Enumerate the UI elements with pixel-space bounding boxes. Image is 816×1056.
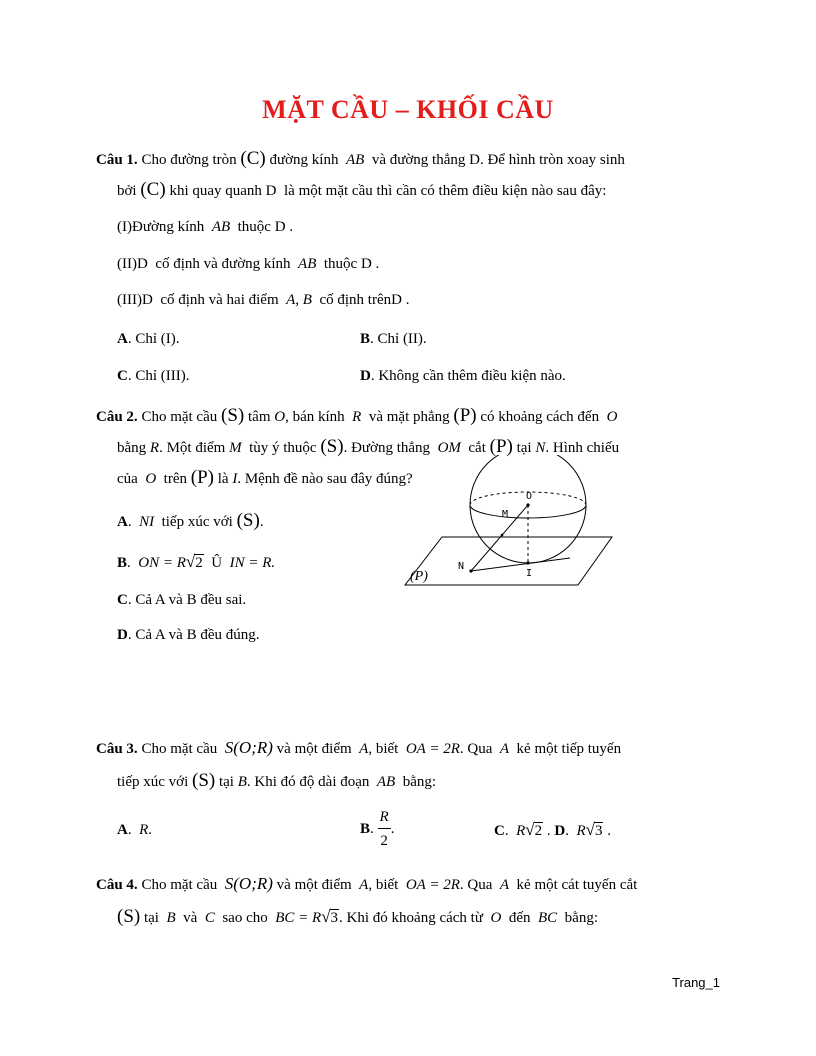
point-i: [526, 561, 529, 564]
q2-label: Câu 2.: [96, 409, 138, 425]
q1-line2: bởi (C) khi quay quanh D là một mặt cầu thì cần có thêm điều kiện nào sau đây:: [117, 179, 607, 200]
q1-option-a[interactable]: A. Chỉ (I).: [117, 331, 180, 347]
q2-option-a[interactable]: A. NI tiếp xúc với (S).: [117, 510, 264, 531]
q2-line2: bằng R. Một điểm M tùy ý thuộc (S). Đường thẳng OM cắt (P) tại N. Hình chiếu: [117, 436, 620, 457]
q3-label: Câu 3.: [96, 741, 138, 757]
point-m: [501, 534, 504, 537]
q1-condition-2: (II)D cố định và đường kính AB thuộc D .: [117, 256, 380, 272]
q1-option-c[interactable]: C. Chỉ (III).: [117, 368, 190, 384]
q2-option-c[interactable]: C. Cả A và B đều sai.: [117, 592, 247, 608]
label-m: M: [502, 509, 509, 520]
q2-line1: Câu 2. Cho mặt cầu (S) tâm O, bán kính R và mặt phẳng (P) có khoảng cách đến O: [96, 405, 618, 426]
label-p: (P): [410, 569, 428, 584]
q4-label: Câu 4.: [96, 877, 138, 893]
q2-option-b[interactable]: B. ON = R√2 Û IN = R.: [117, 552, 276, 571]
q3-line1: Câu 3. Cho mặt cầu S(O;R) và một điểm A, biết OA = 2R. Qua A kẻ một tiếp tuyến: [96, 738, 622, 757]
q3-option-b[interactable]: B. $\frac{R}{2}$ .: [360, 809, 395, 849]
q1-option-d[interactable]: D. Không cần thêm điều kiện nào.: [360, 368, 566, 384]
label-n: N: [458, 561, 465, 572]
q1-condition-3: (III)D cố định và hai điểm A, B cố định trênD .: [117, 292, 410, 308]
label-o: O: [526, 491, 533, 502]
q1-option-b[interactable]: B. Chỉ (II).: [360, 331, 427, 347]
q2-line3: của O trên (P) là I. Mệnh đề nào sau đây đúng?: [117, 467, 413, 488]
line-om: [471, 505, 528, 571]
q2-option-d[interactable]: D. Cả A và B đều đúng.: [117, 627, 260, 643]
q4-line1: Câu 4. Cho mặt cầu S(O;R) và một điểm A, biết OA = 2R. Qua A kẻ một cát tuyến cắt: [96, 874, 638, 893]
q3-option-c-d[interactable]: C. R√2 . D. R√3 .: [494, 820, 611, 839]
plane-p: [405, 537, 612, 585]
page-footer: Trang_1: [672, 975, 720, 990]
q4-line2: (S) tại B và C sao cho BC = R√3. Khi đó khoảng cách từ O đến BC bằng:: [117, 906, 598, 927]
label-i: I: [526, 568, 533, 579]
q3-option-a[interactable]: A. R.: [117, 822, 153, 838]
segment-ni: [471, 558, 570, 571]
q3-line2: tiếp xúc với (S) tại B. Khi đó độ dài đoạn AB bằng:: [117, 770, 437, 791]
page-title: MẶT CẦU – KHỐI CẦU: [262, 95, 554, 124]
point-o: [526, 503, 529, 506]
fraction-r-over-2: $\frac{R}{2}$: [379, 809, 389, 849]
q1-line1: Câu 1. Cho đường tròn (C) đường kính AB và đường thẳng D. Để hình tròn xoay sinh: [96, 148, 625, 169]
q1-condition-1: (I)Đường kính AB thuộc D .: [117, 219, 294, 235]
point-n: [469, 569, 472, 572]
q1-label: Câu 1.: [96, 152, 138, 168]
sphere-outline: [470, 455, 586, 563]
sphere-plane-figure: [400, 455, 615, 590]
